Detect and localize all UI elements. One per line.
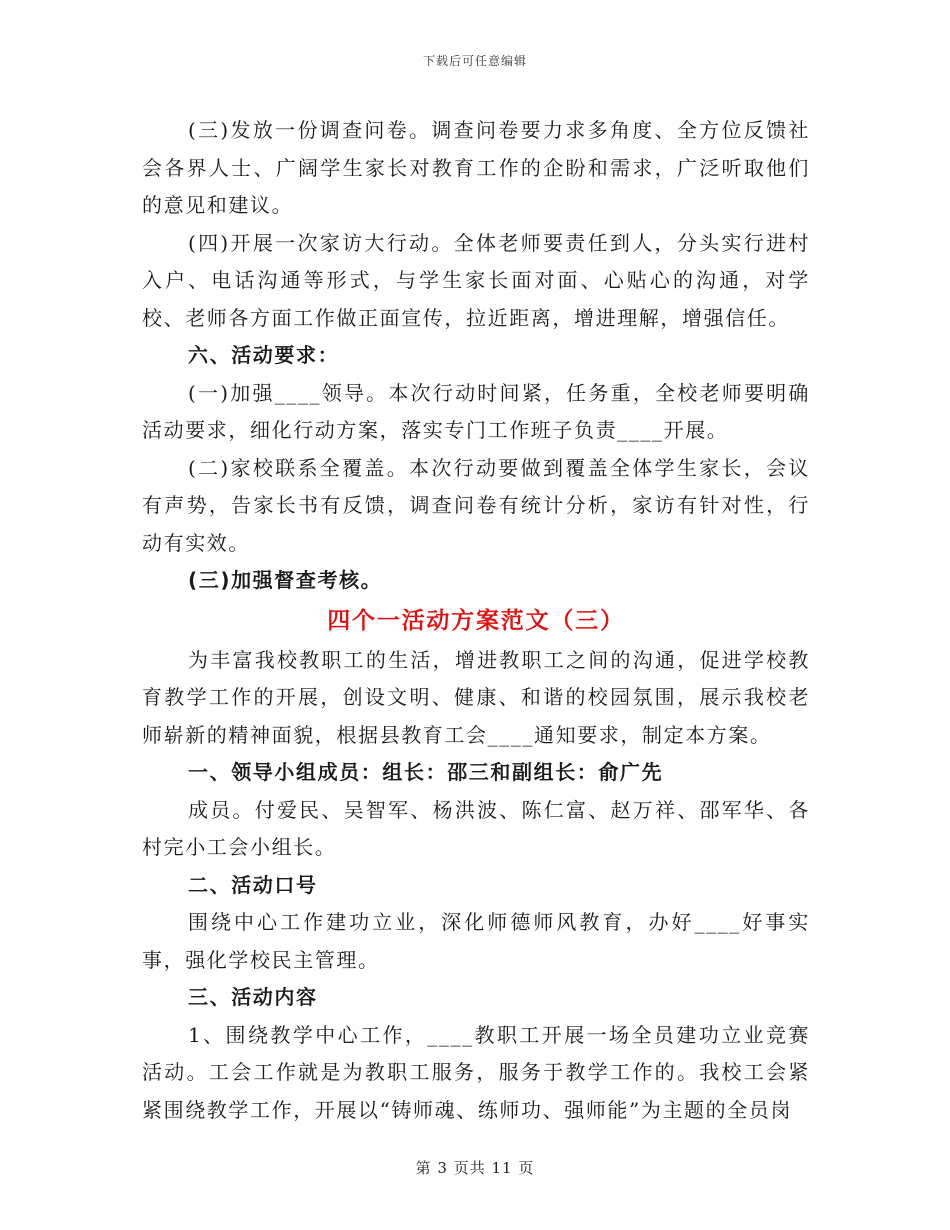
document-body xyxy=(142,112,810,1129)
paragraph-intro: 为丰富我校教职工的生活，增进教职工之间的沟通，促进学校教育教学工作的开展，创设文明、健康、和谐的校园氛围，展示我校老师崭新的精神面貌，根据县教育工会____通知要求，制定本方案。 xyxy=(142,647,810,747)
heading-activity-content: 三、活动内容 xyxy=(188,985,318,1009)
heading-requirements: 六、活动要求： xyxy=(188,343,340,367)
paragraph-questionnaire: (三)发放一份调查问卷。调查问卷要力求多角度、全方位反馈社会各界人士、广阔学生家长对教育工作的企盼和需求，广泛听取他们的意见和建议。 xyxy=(142,118,810,217)
paragraph-members: 成员。付爱民、吴智军、杨洪波、陈仁富、赵万祥、邵军华、各村完小工会小组长。 xyxy=(142,797,810,859)
paragraph-home-visit: (四)开展一次家访大行动。全体老师要责任到人，分头实行进村入户、电话沟通等形式，与学生家长面对面、心贴心的沟通，对学校、老师各方面工作做正面宣传，拉近距离，增进理解，增强信任。 xyxy=(142,230,810,330)
page-header: 下载后可任意编辑 xyxy=(422,54,527,68)
paragraph-requirement-1: (一)加强____领导。本次行动时间紧，任务重，全校老师要明确活动要求，细化行动方案，落实专门工作班子负责____开展。 xyxy=(142,380,810,442)
page-footer: 第 3 页共 11 页 xyxy=(415,1159,535,1177)
paragraph-slogan: 围绕中心工作建功立业，深化师德师风教育，办好____好事实事，强化学校民主管理。 xyxy=(142,910,810,972)
heading-requirement-3: (三)加强督查考核。 xyxy=(188,568,383,592)
heading-leadership-group: 一、领导小组成员：组长：邵三和副组长：俞广先 xyxy=(188,760,664,784)
heading-slogan: 二、活动口号 xyxy=(188,872,318,897)
section-title: 四个一活动方案范文（三） xyxy=(327,607,625,634)
paragraph-content-1: 1、围绕教学中心工作，____教职工开展一场全员建功立业竞赛活动。工会工作就是为教职工服务，服务于教学工作的。我校工会紧紧围绕教学工作，开展以“铸师魂、练师功、强师能”为主题的全员岗 xyxy=(142,1022,810,1122)
paragraph-requirement-2: (二)家校联系全覆盖。本次行动要做到覆盖全体学生家长，会议有声势，告家长书有反馈，调查问卷有统计分析，家访有针对性，行动有实效。 xyxy=(142,455,810,555)
